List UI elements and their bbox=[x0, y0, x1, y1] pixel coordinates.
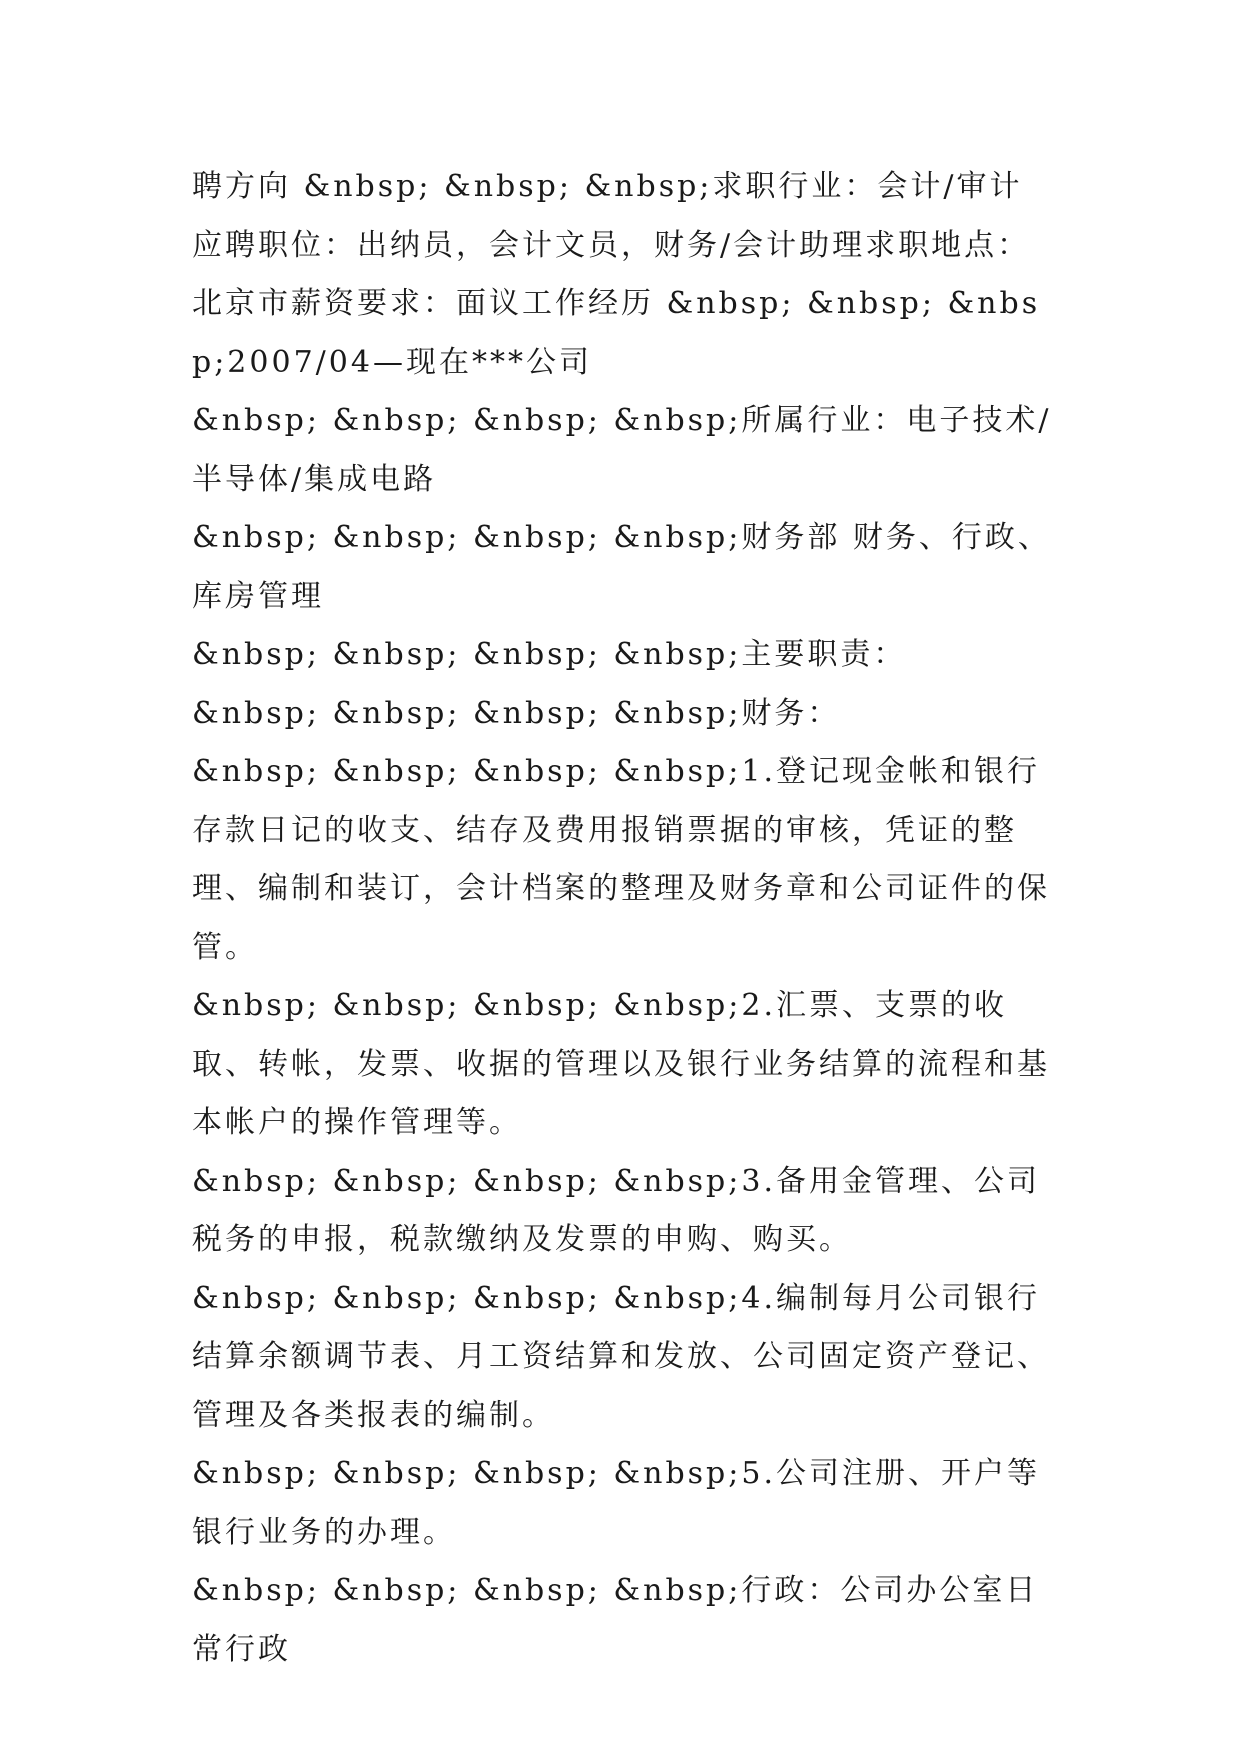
paragraph-duty-1: &nbsp; &nbsp; &nbsp; &nbsp;1.登记现金帐和银行存款日记的收支、结存及费用报销票据的审核，凭证的整理、编制和装订，会计档案的整理及财务章和公司证件的保管。 bbox=[192, 754, 1050, 965]
paragraph-department: &nbsp; &nbsp; &nbsp; &nbsp;财务部 财务、行政、库房管理 bbox=[192, 520, 1051, 614]
paragraph-duty-5: &nbsp; &nbsp; &nbsp; &nbsp;5.公司注册、开户等银行业务的办理。 bbox=[192, 1456, 1040, 1550]
paragraph-finance-heading: &nbsp; &nbsp; &nbsp; &nbsp;财务： bbox=[192, 695, 841, 731]
paragraph-duty-3: &nbsp; &nbsp; &nbsp; &nbsp;3.备用金管理、公司税务的申报，税款缴纳及发票的申购、购买。 bbox=[192, 1163, 1040, 1257]
paragraph-job-intent: 聘方向 &nbsp; &nbsp; &nbsp;求职行业：会计/审计应聘职位：出纳员，会计文员，财务/会计助理求职地点：北京市薪资要求：面议工作经历 &nbsp; &nbsp; &nbsp;2007/04—现在***公司 bbox=[192, 169, 1041, 380]
document-page bbox=[192, 158, 1052, 1679]
paragraph-industry: &nbsp; &nbsp; &nbsp; &nbsp;所属行业：电子技术/半导体/集成电路 bbox=[192, 403, 1052, 497]
paragraph-duty-2: &nbsp; &nbsp; &nbsp; &nbsp;2.汇票、支票的收取、转帐，发票、收据的管理以及银行业务结算的流程和基本帐户的操作管理等。 bbox=[192, 988, 1050, 1140]
paragraph-duties-heading: &nbsp; &nbsp; &nbsp; &nbsp;主要职责： bbox=[192, 637, 907, 672]
paragraph-admin: &nbsp; &nbsp; &nbsp; &nbsp;行政：公司办公室日常行政 bbox=[192, 1573, 1039, 1667]
paragraph-duty-4: &nbsp; &nbsp; &nbsp; &nbsp;4.编制每月公司银行结算余额调节表、月工资结算和发放、公司固定资产登记、管理及各类报表的编制。 bbox=[192, 1280, 1050, 1433]
